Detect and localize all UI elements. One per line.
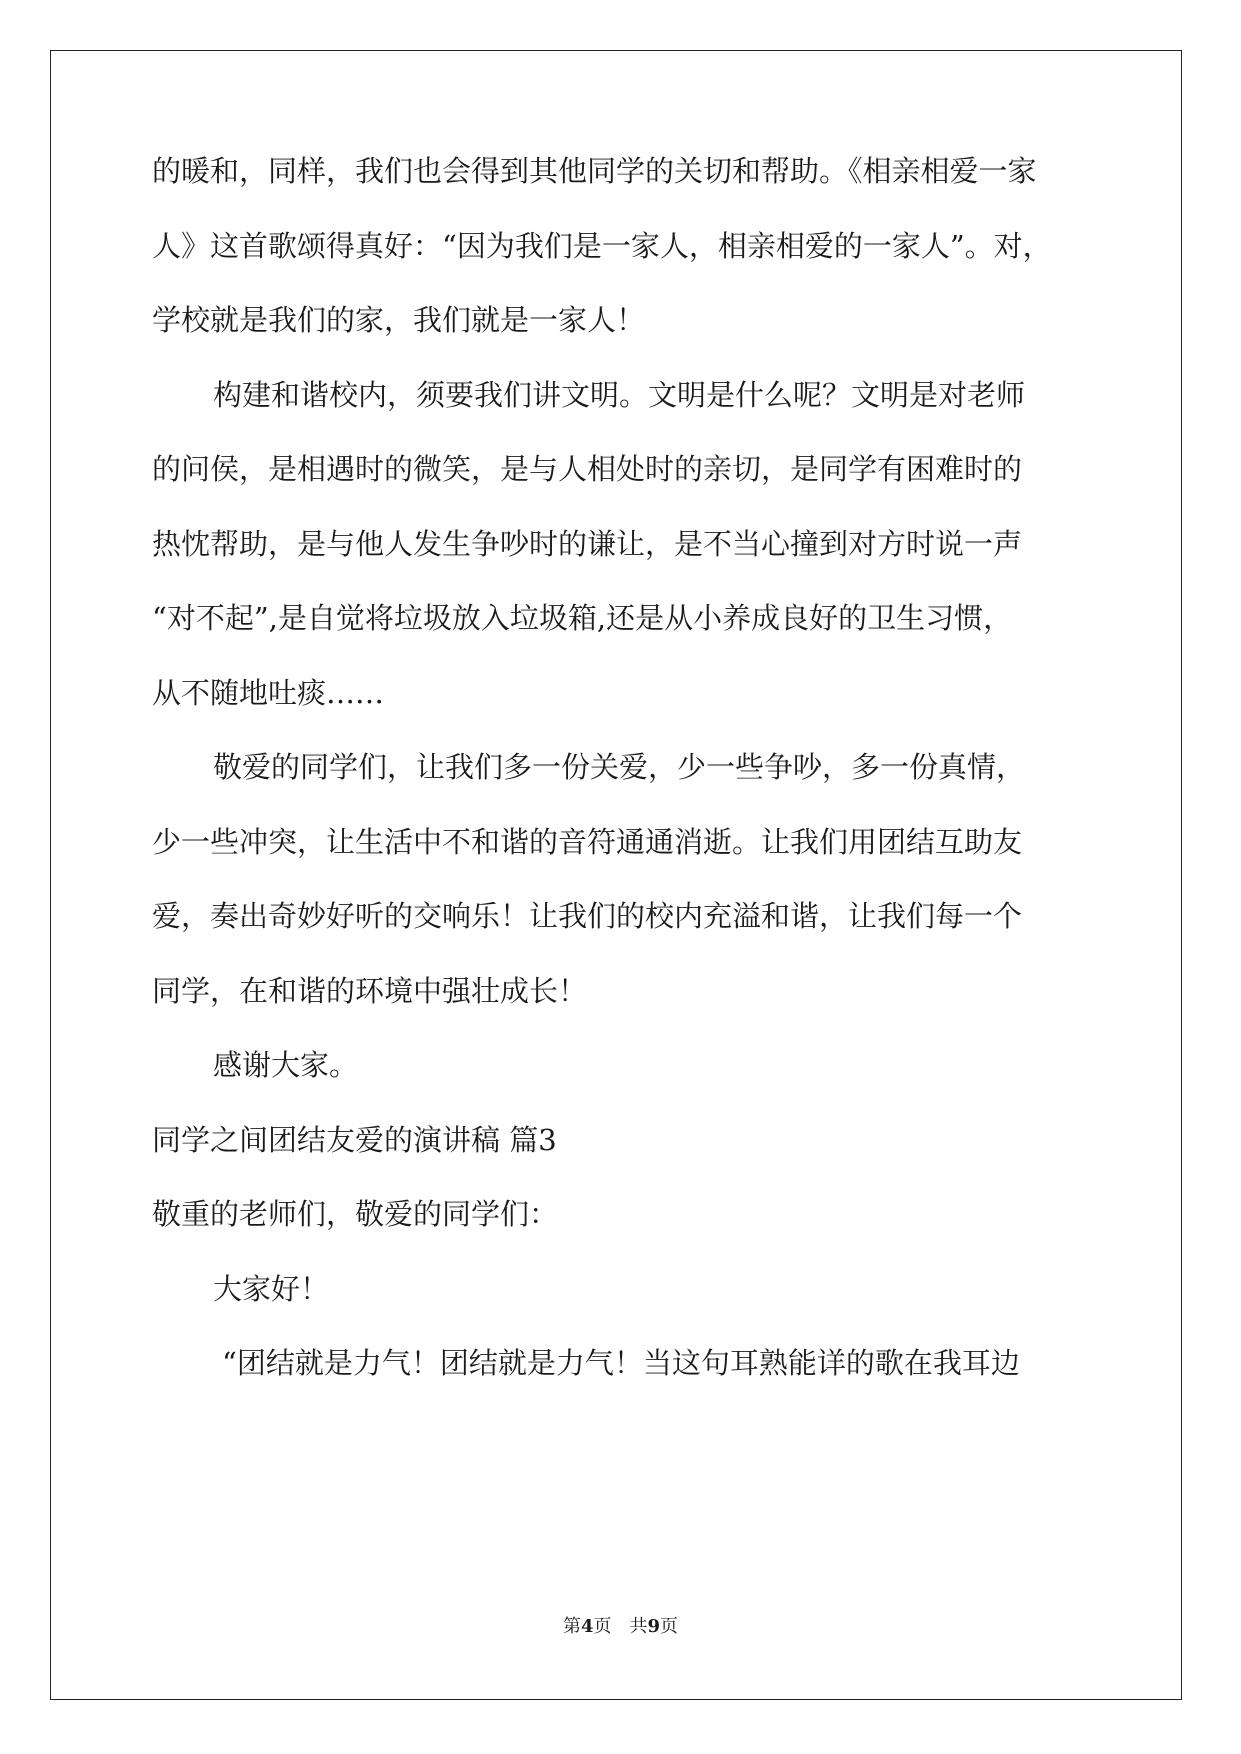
page-footer <box>0 1612 1241 1638</box>
text-line: 爱，奏出奇妙好听的交响乐！让我们的校内充溢和谐，让我们每一个 <box>152 899 1023 933</box>
paragraph-start: 构建和谐校内，须要我们讲文明。文明是什么呢？文明是对老师 <box>213 378 1026 412</box>
page-border <box>50 50 1182 1700</box>
text-line: 人》这首歌颂得真好：“因为我们是一家人，相亲相爱的一家人”。对， <box>152 229 1052 263</box>
greeting: 大家好！ <box>213 1272 330 1306</box>
salutation: 敬重的老师们，敬爱的同学们： <box>152 1197 559 1231</box>
text-line: 从不随地吐痰…… <box>152 676 385 710</box>
text-line: “对不起”,是自觉将垃圾放入垃圾箱,还是从小养成良好的卫生习惯， <box>152 601 1013 635</box>
text-line: 热忱帮助，是与他人发生争吵时的谦让，是不当心撞到对方时说一声 <box>152 527 1023 561</box>
paragraph-start: 敬爱的同学们，让我们多一份关爱，少一些争吵，多一份真情， <box>213 750 1026 784</box>
text-line: 同学，在和谐的环境中强壮成长！ <box>152 974 588 1008</box>
closing-line: 感谢大家。 <box>213 1048 359 1082</box>
current-page-number: 4 <box>580 1616 594 1637</box>
footer-mid: 页 共 <box>593 1616 648 1637</box>
text-line: 的暖和，同样，我们也会得到其他同学的关切和帮助。《相亲相爱一家 <box>152 154 1037 188</box>
paragraph-start: “团结就是力气！团结就是力气！当这句耳熟能详的歌在我耳边 <box>222 1346 1020 1380</box>
text-line: 少一些冲突，让生活中不和谐的音符通通消逝。让我们用团结互助友 <box>152 825 1023 859</box>
text-line: 的问侯，是相遇时的微笑，是与人相处时的亲切，是同学有困难时的 <box>152 452 1023 486</box>
text-line: 学校就是我们的家，我们就是一家人！ <box>152 303 646 337</box>
footer-suffix: 页 <box>660 1616 679 1637</box>
section-heading: 同学之间团结友爱的演讲稿 篇3 <box>152 1123 557 1157</box>
total-page-count: 9 <box>647 1616 661 1637</box>
footer-prefix: 第 <box>562 1616 581 1637</box>
